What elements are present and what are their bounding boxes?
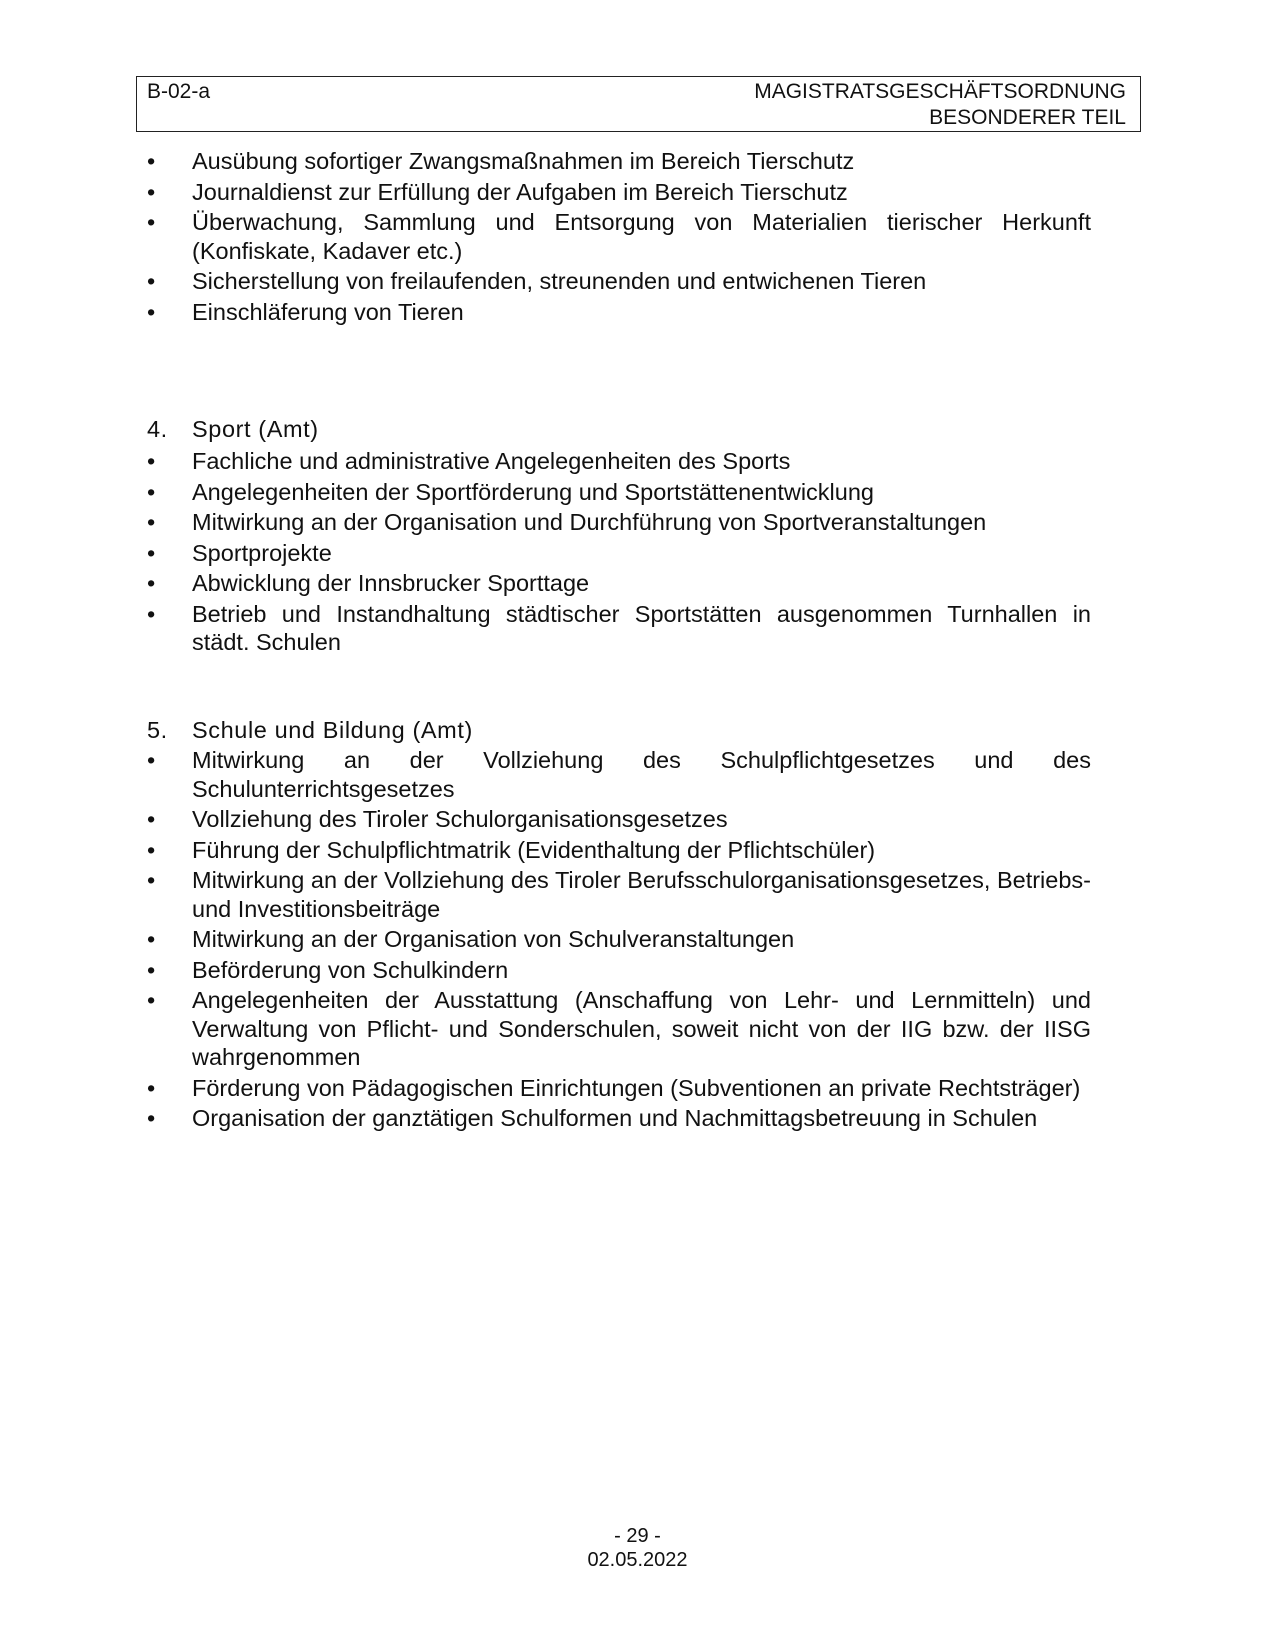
bullet-icon: • [147, 448, 156, 474]
bullet-icon: • [147, 806, 156, 832]
list-item: • Beförderung von Schulkindern [147, 956, 509, 983]
list-item: • Journaldienst zur Erfüllung der Aufgaben im Bereich Tierschutz [147, 178, 848, 205]
bullet-icon: • [147, 836, 156, 863]
page-footer [0, 1524, 1275, 1572]
list-item: • Abwicklung der Innsbrucker Sporttage [147, 570, 590, 596]
bullet-icon: • [147, 298, 156, 325]
section-5-title [147, 716, 473, 744]
bullet-icon: • [147, 509, 156, 535]
bullet-icon: • [147, 570, 156, 596]
list-item: • Sportprojekte [147, 539, 332, 566]
section-heading: Schule und Bildung (Amt) [192, 717, 473, 743]
document-title-line2: BESONDERER TEIL [929, 106, 1126, 129]
list-item: • Mitwirkung an der Vollziehung des Tiroler Berufsschulorganisationsgesetzes, Betriebs- und Investitionsbeiträge [147, 867, 1091, 922]
list-item: • Fachliche und administrative Angelegenheiten des Sports [147, 448, 791, 474]
bullet-icon: • [147, 148, 156, 174]
bullet-icon: • [147, 209, 156, 235]
section-number: 5. [147, 717, 168, 743]
bullet-icon: • [147, 1074, 156, 1101]
section-heading: Sport (Amt) [192, 416, 319, 442]
bullet-icon: • [147, 956, 156, 983]
bullet-icon: • [147, 926, 156, 952]
page-header [136, 76, 1141, 132]
bullet-icon: • [147, 268, 156, 294]
list-item: • Mitwirkung an der Vollziehung des Schulpflichtgesetzes und des Schulunterrichtsgesetzes [147, 747, 1091, 802]
document-date: 02.05.2022 [587, 1549, 688, 1571]
section-4-title [147, 415, 319, 443]
bullet-icon: • [147, 539, 156, 566]
list-item: • Sicherstellung von freilaufenden, streunenden und entwichenen Tieren [147, 268, 927, 294]
list-item: • Mitwirkung an der Organisation und Durchführung von Sportveranstaltungen [147, 509, 987, 535]
list-item: • Mitwirkung an der Organisation von Schulveranstaltungen [147, 926, 795, 952]
intro-list [147, 147, 1091, 328]
bullet-icon: • [147, 747, 156, 773]
list-item: • Angelegenheiten der Ausstattung (Anschaffung von Lehr- und Lernmitteln) und Verwaltung von Pflicht- und Sonderschulen, soweit nicht von der IIG bzw. der IISG wahrgenommen [147, 987, 1091, 1070]
bullet-icon: • [147, 1105, 156, 1131]
list-item: • Betrieb und Instandhaltung städtischer Sportstätten ausgenommen Turnhallen in städt. Schulen [147, 600, 1091, 655]
list-item: • Ausübung sofortiger Zwangsmaßnahmen im Bereich Tierschutz [147, 148, 855, 174]
list-item: • Vollziehung des Tiroler Schulorganisationsgesetzes [147, 806, 728, 832]
section-5-list [147, 746, 1091, 1135]
list-item: • Führung der Schulpflichtmatrik (Evidenthaltung der Pflichtschüler) [147, 836, 876, 863]
bullet-icon: • [147, 987, 156, 1013]
page-number: - 29 - [614, 1525, 661, 1547]
list-item: • Organisation der ganztätigen Schulformen und Nachmittagsbetreuung in Schulen [147, 1105, 1038, 1131]
bullet-icon: • [147, 867, 156, 893]
document-title [754, 79, 1126, 131]
document-code: B-02-a [147, 80, 211, 103]
document-title-line1: MAGISTRATSGESCHÄFTSORDNUNG [754, 80, 1126, 103]
list-item: • Überwachung, Sammlung und Entsorgung von Materialien tierischer Herkunft (Konfiskate, Kadaver etc.) [147, 209, 1091, 264]
list-item: • Angelegenheiten der Sportförderung und Sportstättenentwicklung [147, 478, 874, 505]
list-item: • Förderung von Pädagogischen Einrichtungen (Subventionen an private Rechtsträger) [147, 1074, 1081, 1101]
list-item: • Einschläferung von Tieren [147, 298, 464, 325]
section-number: 4. [147, 416, 168, 442]
bullet-icon: • [147, 600, 156, 627]
bullet-icon: • [147, 478, 156, 505]
bullet-icon: • [147, 178, 156, 205]
section-4-list [147, 447, 1091, 659]
